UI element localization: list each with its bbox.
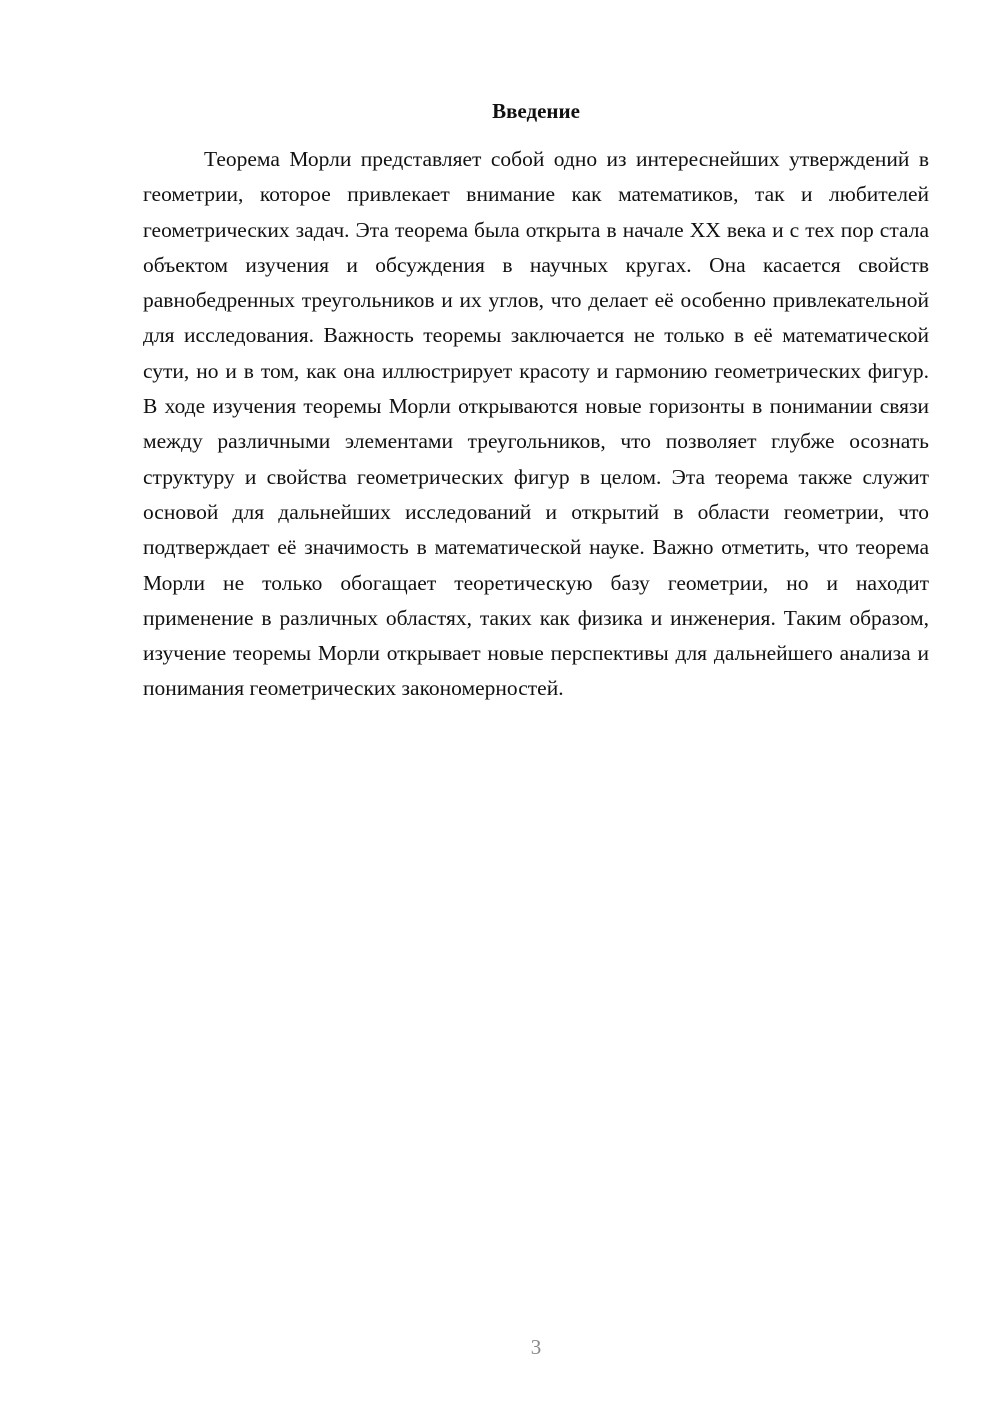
page-number: 3 <box>530 1335 542 1359</box>
section-heading: Введение <box>492 99 580 123</box>
body-paragraph: Теорема Морли представляет собой одно из интереснейших утверждений в геометрии, которое привлекает внимание как математиков, так и любителей геометрических задач. Эта теорема была открыта в начале XX века и с тех пор стала объектом изучения и обсуждения в научных кругах. Она касается свойств равнобедренных треугольников и их углов, что делает её особенно привлекательной для исследования. Важность теоремы заключается не только в её математической сути, но и в том, как она иллюстрирует красоту и гармонию геометрических фигур. В ходе изучения теоремы Морли открываются новые горизонты в понимании связи между различными элементами треугольников, что позволяет глубже осознать структуру и свойства геометрических фигур в целом. Эта теорема также служит основой для дальнейших исследований и открытий в области геометрии, что подтверждает её значимость в математической науке. Важно отметить, что теорема Морли не только обогащает теоретическую базу геометрии, но и находит применение в различных областях, таких как физика и инженерия. Таким образом, изучение теоремы Морли открывает новые перспективы для дальнейшего анализа и понимания геометрических закономерностей. <box>143 147 929 701</box>
